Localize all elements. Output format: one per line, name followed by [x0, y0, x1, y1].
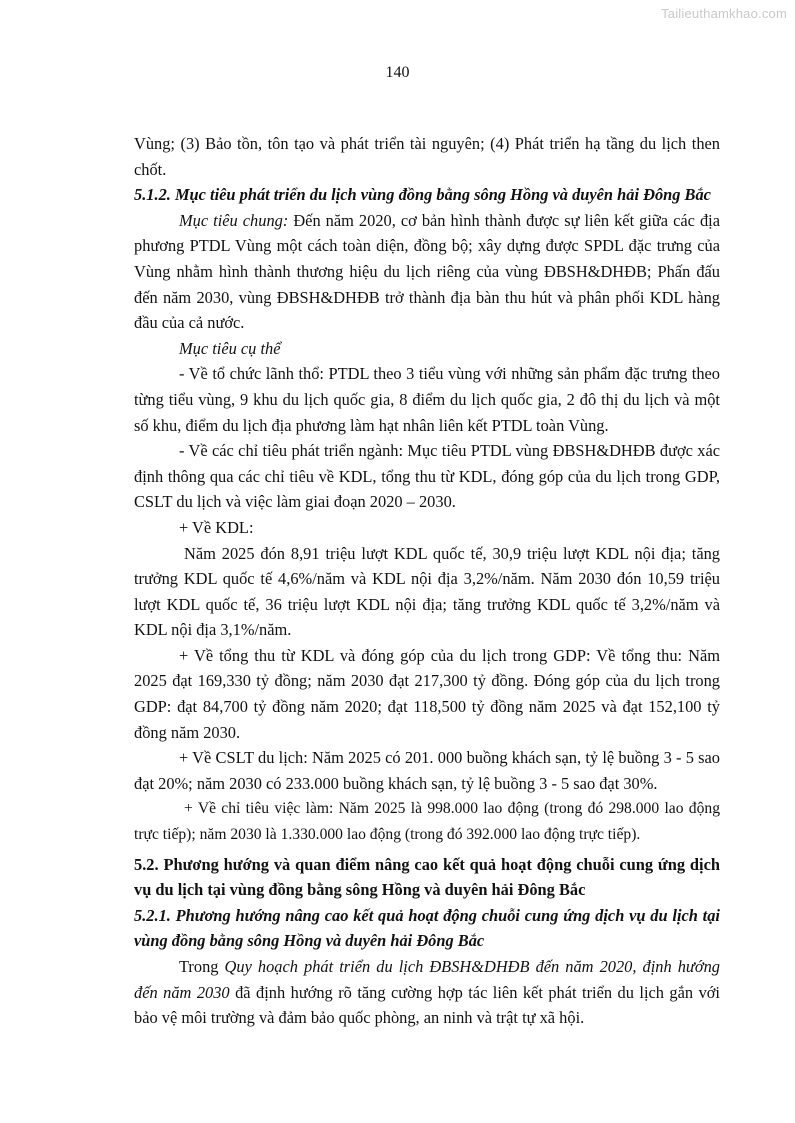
general-objective-label: Mục tiêu chung: [179, 210, 289, 230]
planning-pre: Trong [179, 957, 225, 976]
planning-post: đã định hướng rõ tăng cường hợp tác liên kết phát triển du lịch gắn với bảo vệ môi trường và đảm bảo quốc phòng, an ninh và trật tự xã hội. [134, 982, 720, 1028]
paragraph-planning [134, 954, 720, 1031]
watermark: Tailieuthamkhao.com [661, 6, 787, 21]
paragraph-general-objective [134, 208, 720, 336]
paragraph-indicators: - Về các chỉ tiêu phát triển ngành: Mục tiêu PTDL vùng ĐBSH&DHĐB được xác định thông qua các chỉ tiêu về KDL, tổng thu từ KDL, đóng góp của du lịch trong GDP, CSLT du lịch và việc làm giai đoạn 2020 – 2030. [134, 441, 720, 512]
paragraph-jobs: + Về chỉ tiêu việc làm: Năm 2025 là 998.000 lao động (trong đó 298.000 lao động trực tiếp); năm 2030 là 1.330.000 lao động (trong đó 392.000 lao động trực tiếp). [134, 800, 720, 844]
paragraph-territorial-organization: - Về tổ chức lãnh thổ: PTDL theo 3 tiểu vùng với những sản phẩm đặc trưng theo từng tiểu vùng, 9 khu du lịch quốc gia, 8 điểm du lịch quốc gia, 2 đô thị du lịch và một số khu, điểm du lịch địa phương làm hạt nhân liên kết PTDL toàn Vùng. [134, 364, 720, 435]
specific-objective-label: Mục tiêu cụ thể [179, 338, 281, 358]
heading-5-1-2: 5.1.2. Mục tiêu phát triển du lịch vùng đồng bằng sông Hồng và duyên hải Đông Bắc [134, 185, 711, 205]
heading-5-2-1: 5.2.1. Phương hướng nâng cao kết quả hoạt động chuỗi cung ứng dịch vụ du lịch tại vùng đồng bằng sông Hồng và duyên hải Đông Bắc [134, 905, 720, 951]
paragraph-continuation: Vùng; (3) Bảo tồn, tôn tạo và phát triển tài nguyên; (4) Phát triển hạ tầng du lịch then chốt. [134, 134, 720, 179]
heading-5-2: 5.2. Phương hướng và quan điểm nâng cao kết quả hoạt động chuỗi cung ứng dịch vụ du lịch tại vùng đồng bằng sông Hồng và duyên hải Đông Bắc [134, 854, 720, 900]
planning-title: Quy hoạch phát triển du lịch ĐBSH&DHĐB đến năm 2020, định hướng đến năm 2030 [134, 957, 720, 1002]
paragraph-kdl: Năm 2025 đón 8,91 triệu lượt KDL quốc tế, 30,9 triệu lượt KDL nội địa; tăng trưởng KDL quốc tế 4,6%/năm và KDL nội địa 3,2%/năm. Năm 2030 đón 10,59 triệu lượt KDL quốc tế, 36 triệu lượt KDL nội địa; tăng trưởng KDL quốc tế 3,2%/năm và KDL nội địa 3,1%/năm. [134, 543, 720, 640]
page-number: 140 [385, 64, 410, 81]
general-objective-text: Đến năm 2020, cơ bản hình thành được sự liên kết giữa các địa phương PTDL Vùng một cách toàn diện, đồng bộ; xây dựng được SPDL đặc trưng của Vùng nhằm hình thành thương hiệu du lịch riêng của vùng ĐBSH&DHĐB; Phấn đấu đến năm 2030, vùng ĐBSH&DHĐB trở thành địa bàn thu hút và phân phối KDL hàng đầu của cả nước. [134, 210, 720, 333]
kdl-label: + Về KDL: [179, 517, 254, 537]
document-body [134, 131, 720, 1031]
paragraph-revenue: + Về tổng thu từ KDL và đóng góp của du lịch trong GDP: Về tổng thu: Năm 2025 đạt 169,330 tỷ đồng; năm 2030 đạt 217,300 tỷ đồng. Đóng góp của du lịch trong GDP: đạt 84,700 tỷ đồng năm 2020; đạt 118,500 tỷ đồng năm 2025 và đạt 152,100 tỷ đồng năm 2030. [134, 645, 720, 742]
paragraph-cslt: + Về CSLT du lịch: Năm 2025 có 201. 000 buồng khách sạn, tỷ lệ buồng 3 - 5 sao đạt 20%; năm 2030 có 233.000 buồng khách sạn, tỷ lệ buồng 3 - 5 sao đạt 30%. [134, 748, 720, 793]
